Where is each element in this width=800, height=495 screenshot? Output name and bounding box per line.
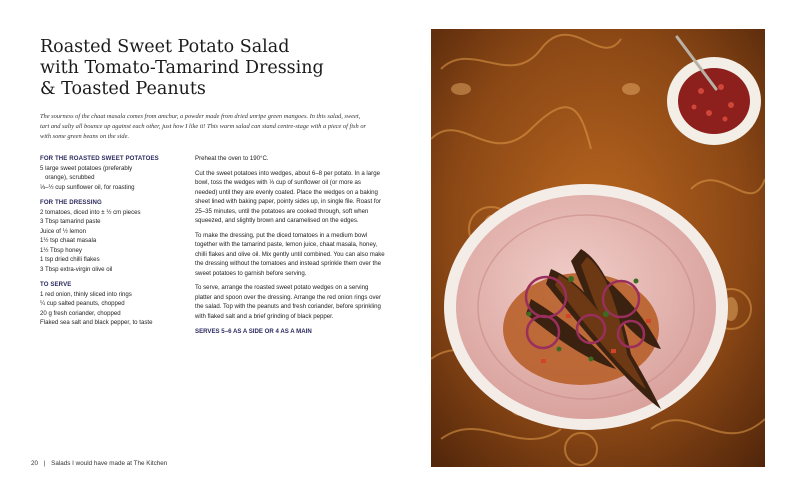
ingredients-column	[40, 154, 190, 328]
ingredient-item: Juice of ½ lemon	[40, 227, 87, 235]
ingredient-item: 5 large sweet potatoes (preferably	[40, 164, 133, 172]
method-step: Cut the sweet potatoes into wedges, about 6–8 per potato. In a large bowl, toss the wedges with ⅓ cup of sunflower oil (or more as needed) until they are evenly coated. Place the wedges on a baking sheet lined with baking paper, pointy sides up, in single file. Roast for 25–35 minutes, until the potatoes are cooked through, soft when squeezed, and slightly brown and caramelised on the edges.	[195, 169, 381, 224]
method-step: Preheat the oven to 190°C.	[195, 155, 269, 162]
page-number: 20	[31, 460, 39, 467]
title-line: with Tomato-Tamarind Dressing	[40, 58, 324, 78]
ingredient-item: orange), scrubbed	[45, 174, 95, 181]
recipe-title	[40, 37, 400, 100]
title-line: Roasted Sweet Potato Salad	[40, 37, 290, 57]
footer-separator: |	[43, 460, 46, 467]
ingredient-heading: FOR THE ROASTED SWEET POTATOES	[40, 155, 159, 162]
method-column	[195, 154, 385, 337]
ingredient-item: 1 tsp dried chilli flakes	[40, 256, 100, 263]
ingredient-item: 20 g fresh coriander, chopped	[40, 309, 121, 317]
ingredient-item: 1½ tsp chaat masala	[40, 237, 97, 244]
ingredient-item: 3 Tbsp tamarind paste	[40, 218, 101, 225]
ingredient-item: ¼ cup salted peanuts, chopped	[40, 300, 125, 307]
page-footer	[31, 460, 167, 467]
title-line: & Toasted Peanuts	[40, 79, 206, 99]
ingredient-item: 2 tomatoes, diced into ± ½ cm pieces	[40, 208, 141, 216]
book-title: Salads I would have made at The Kitchen	[51, 460, 168, 467]
method-step: To serve, arrange the roasted sweet potato wedges on a serving platter and spoon over the dressing. Arrange the red onion rings over the salad. Top with the peanuts and fresh coriander, before sprinkling with flaked salt and a brief grinding of black pepper.	[195, 284, 381, 320]
salad-plate	[444, 184, 728, 430]
ingredient-item: Flaked sea salt and black pepper, to taste	[40, 319, 153, 326]
ingredient-item: 1 red onion, thinly sliced into rings	[40, 290, 132, 298]
serves-note: SERVES 5–6 AS A SIDE OR 4 AS A MAIN	[195, 328, 312, 335]
salad-plate-photo	[431, 29, 765, 467]
ingredient-heading: FOR THE DRESSING	[40, 199, 102, 206]
ingredient-item: ⅓–½ cup sunflower oil, for roasting	[40, 183, 135, 191]
ingredient-item: 1½ Tbsp honey	[40, 246, 82, 254]
recipe-intro: The sourness of the chaat masala comes from amchur, a powder made from dried unripe green mangoes. In this salad, sweet, tart and salty all bounce up against each other, just how I like it! This warm salad can stand centre-stage with a piece of fish or with some green beans on the side.	[40, 113, 367, 141]
ingredient-item: 3 Tbsp extra-virgin olive oil	[40, 265, 113, 273]
ingredient-heading: TO SERVE	[40, 281, 72, 288]
method-step: To make the dressing, put the diced tomatoes in a medium bowl together with the tamarind paste, lemon juice, chaat masala, honey, chilli flakes and olive oil. Mix gently until combined. You can also make the dressing without the tomatoes and instead sprinkle them over the sweet potatoes to garnish before serving.	[195, 231, 385, 277]
